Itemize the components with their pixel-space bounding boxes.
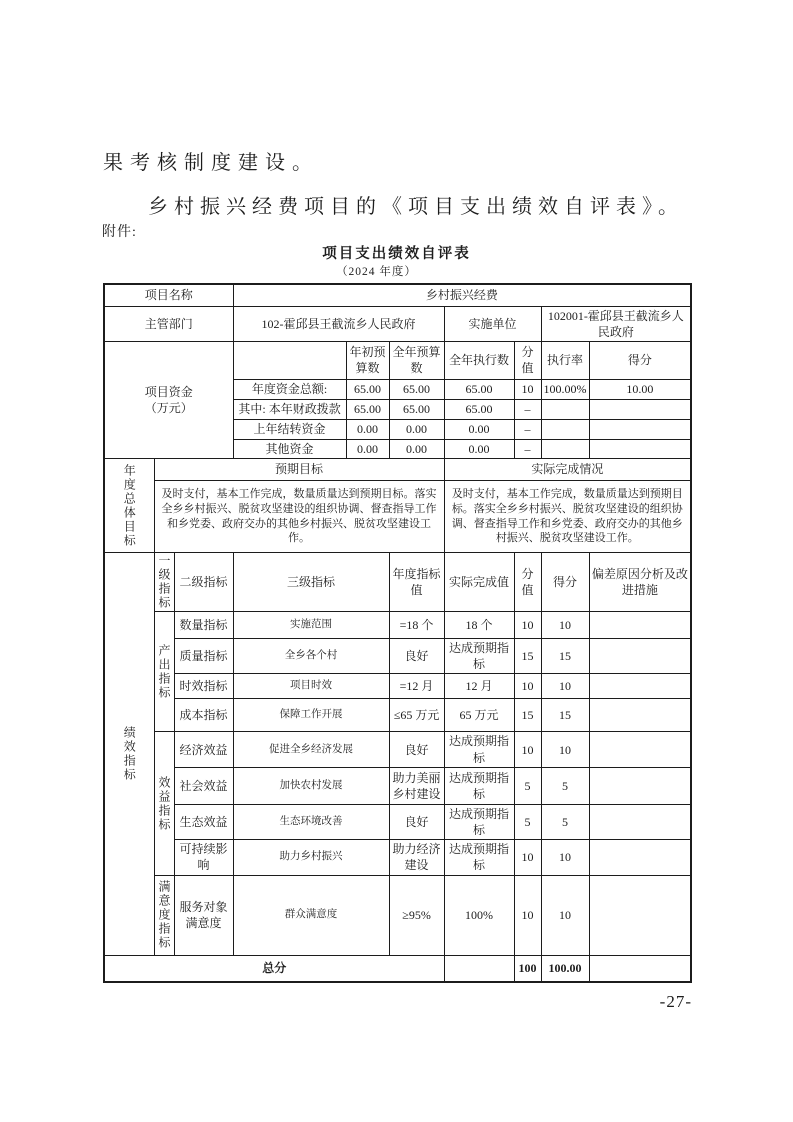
weight-cell: 10 [514,732,541,767]
header-level2: 二级指标 [174,553,233,612]
funding-score [589,439,691,458]
actual-completion-header: 实际完成情况 [444,459,691,481]
level3-cell: 促进全乡经济发展 [233,732,389,767]
score-cell: 10 [541,732,589,767]
row-goal-header [104,459,691,481]
level2-cell: 服务对象满意度 [174,875,233,955]
score-cell: 5 [541,804,589,839]
output-vertical-text: 产出指标 [157,643,171,700]
level3-cell: 群众满意度 [233,875,389,955]
level2-cell: 生态效益 [174,804,233,839]
funding-row-label: 其中: 本年财政拨款 [233,399,346,419]
row-indicator-header [104,553,691,612]
actual-cell: 18 个 [444,612,514,639]
funding-weight: – [514,419,541,439]
header-level1 [154,553,174,612]
funding-header-annual: 全年预算数 [389,341,444,379]
level2-cell: 社会效益 [174,767,233,804]
deviation-cell [589,612,691,639]
deviation-cell [589,840,691,875]
annual-goal-section-label [104,459,154,553]
level2-cell: 经济效益 [174,732,233,767]
deviation-cell [589,767,691,804]
target-cell: ≥95% [389,875,444,955]
expected-goal-text: 及时支付，基本工作完成，数量质量达到预期目标。落实全乡乡村振兴、脱贫攻坚建设的组织协调、督查指导工作和乡党委、政府交办的其他乡村振兴、脱贫攻坚建设工作。 [154,481,444,553]
funding-score [589,399,691,419]
expected-goal-header: 预期目标 [154,459,444,481]
row-indicator [104,639,691,674]
level2-cell: 可持续影响 [174,840,233,875]
row-indicator [104,767,691,804]
funding-header-executed: 全年执行数 [444,341,514,379]
funding-header-blank [233,341,346,379]
row-funding-header [104,341,691,379]
body-text-line-2: 乡村振兴经费项目的《项目支出绩效自评表》。 [148,196,684,218]
deviation-cell [589,804,691,839]
level3-cell: 生态环境改善 [233,804,389,839]
actual-cell: 12 月 [444,674,514,699]
level3-cell: 加快农村发展 [233,767,389,804]
row-indicator [104,875,691,955]
impl-unit-value: 102001-霍邱县王截流乡人民政府 [541,306,691,341]
indicators-vertical-text: 绩效指标 [122,725,137,782]
weight-cell: 5 [514,767,541,804]
row-project-name [104,284,691,306]
weight-cell: 5 [514,804,541,839]
total-label: 总分 [104,955,444,982]
funding-row-label: 其他资金 [233,439,346,458]
actual-completion-text: 及时支付，基本工作完成，数量质量达到预期目标。落实全乡乡村振兴、脱贫攻坚建设的组织协调、督查指导工作和乡党委、政府交办的其他乡村振兴、脱贫攻坚建设工作。 [444,481,691,553]
target-cell: =12 月 [389,674,444,699]
funding-rate [541,439,589,458]
row-indicator [104,612,691,639]
deviation-cell [589,639,691,674]
funding-header-weight: 分值 [514,341,541,379]
funding-weight: 10 [514,379,541,399]
weight-cell: 10 [514,875,541,955]
row-indicator [104,699,691,732]
target-cell: 良好 [389,804,444,839]
level3-cell: 助力乡村振兴 [233,840,389,875]
funding-initial: 0.00 [346,419,389,439]
funding-weight: – [514,439,541,458]
target-cell: =18 个 [389,612,444,639]
group-label-satisfaction [154,875,174,955]
weight-cell: 15 [514,699,541,732]
dept-label: 主管部门 [104,306,233,341]
level3-cell: 项目时效 [233,674,389,699]
level3-cell: 实施范围 [233,612,389,639]
page-number: -27- [659,992,692,1011]
funding-executed: 65.00 [444,379,514,399]
actual-cell: 达成预期指标 [444,639,514,674]
satisfaction-vertical-text: 满意度指标 [157,880,171,951]
funding-annual: 65.00 [389,399,444,419]
funding-annual: 65.00 [389,379,444,399]
level1-vertical-text: 一级指标 [157,554,171,611]
funding-initial: 65.00 [346,399,389,419]
deviation-cell [589,875,691,955]
row-goal-text [104,481,691,553]
target-cell: 助力美丽乡村建设 [389,767,444,804]
actual-cell: 达成预期指标 [444,732,514,767]
weight-cell: 10 [514,674,541,699]
row-indicator [104,804,691,839]
project-name-label: 项目名称 [104,284,233,306]
target-cell: ≤65 万元 [389,699,444,732]
indicators-section-label [104,553,154,956]
funding-executed: 0.00 [444,439,514,458]
score-cell: 5 [541,767,589,804]
deviation-cell [589,674,691,699]
level3-cell: 全乡各个村 [233,639,389,674]
score-cell: 10 [541,875,589,955]
score-cell: 10 [541,612,589,639]
header-actual: 实际完成值 [444,553,514,612]
funding-rate [541,419,589,439]
body-text-line-1: 果考核制度建设。 [103,152,319,174]
funding-executed: 0.00 [444,419,514,439]
actual-cell: 达成预期指标 [444,840,514,875]
header-score: 得分 [541,553,589,612]
table-subtitle: （2024 年度） [336,266,417,278]
funding-row-label: 上年结转资金 [233,419,346,439]
header-level3: 三级指标 [233,553,389,612]
header-target: 年度指标值 [389,553,444,612]
header-deviation: 偏差原因分析及改进措施 [589,553,691,612]
row-total-score [104,955,691,982]
funding-header-initial: 年初预算数 [346,341,389,379]
funding-executed: 65.00 [444,399,514,419]
target-cell: 良好 [389,639,444,674]
weight-cell: 10 [514,840,541,875]
impl-unit-label: 实施单位 [444,306,541,341]
funding-section-label [104,341,233,458]
funding-initial: 0.00 [346,439,389,458]
level2-cell: 质量指标 [174,639,233,674]
funding-row-label: 年度资金总额: [233,379,346,399]
total-score: 100.00 [541,955,589,982]
funding-score [589,419,691,439]
table-title: 项目支出绩效自评表 [322,246,471,262]
annual-goal-vertical-text: 年度总体目标 [122,463,137,548]
funding-header-rate: 执行率 [541,341,589,379]
level2-cell: 数量指标 [174,612,233,639]
attachment-label: 附件: [102,225,137,240]
weight-cell: 10 [514,612,541,639]
benefit-vertical-text: 效益指标 [157,775,171,832]
dept-value: 102-霍邱县王截流乡人民政府 [233,306,444,341]
total-weight: 100 [514,955,541,982]
actual-cell: 达成预期指标 [444,804,514,839]
funding-label-line2: （万元） [144,400,193,415]
level3-cell: 保障工作开展 [233,699,389,732]
group-label-benefit [154,732,174,875]
deviation-cell [589,699,691,732]
funding-rate: 100.00% [541,379,589,399]
deviation-cell [589,732,691,767]
target-cell: 助力经济建设 [389,840,444,875]
total-actual [444,955,514,982]
row-departments [104,306,691,341]
group-label-output [154,612,174,732]
project-name-value: 乡村振兴经费 [233,284,691,306]
row-indicator [104,732,691,767]
funding-header-score: 得分 [589,341,691,379]
score-cell: 10 [541,674,589,699]
actual-cell: 达成预期指标 [444,767,514,804]
level2-cell: 成本指标 [174,699,233,732]
score-cell: 15 [541,639,589,674]
funding-score: 10.00 [589,379,691,399]
funding-annual: 0.00 [389,439,444,458]
actual-cell: 100% [444,875,514,955]
funding-label-line1: 项目资金 [144,384,193,399]
funding-annual: 0.00 [389,419,444,439]
score-cell: 15 [541,699,589,732]
target-cell: 良好 [389,732,444,767]
row-indicator [104,840,691,875]
funding-weight: – [514,399,541,419]
row-indicator [104,674,691,699]
level2-cell: 时效指标 [174,674,233,699]
funding-initial: 65.00 [346,379,389,399]
total-deviation [589,955,691,982]
performance-self-assessment-table [103,283,692,983]
score-cell: 10 [541,840,589,875]
weight-cell: 15 [514,639,541,674]
header-weight: 分值 [514,553,541,612]
actual-cell: 65 万元 [444,699,514,732]
funding-rate [541,399,589,419]
